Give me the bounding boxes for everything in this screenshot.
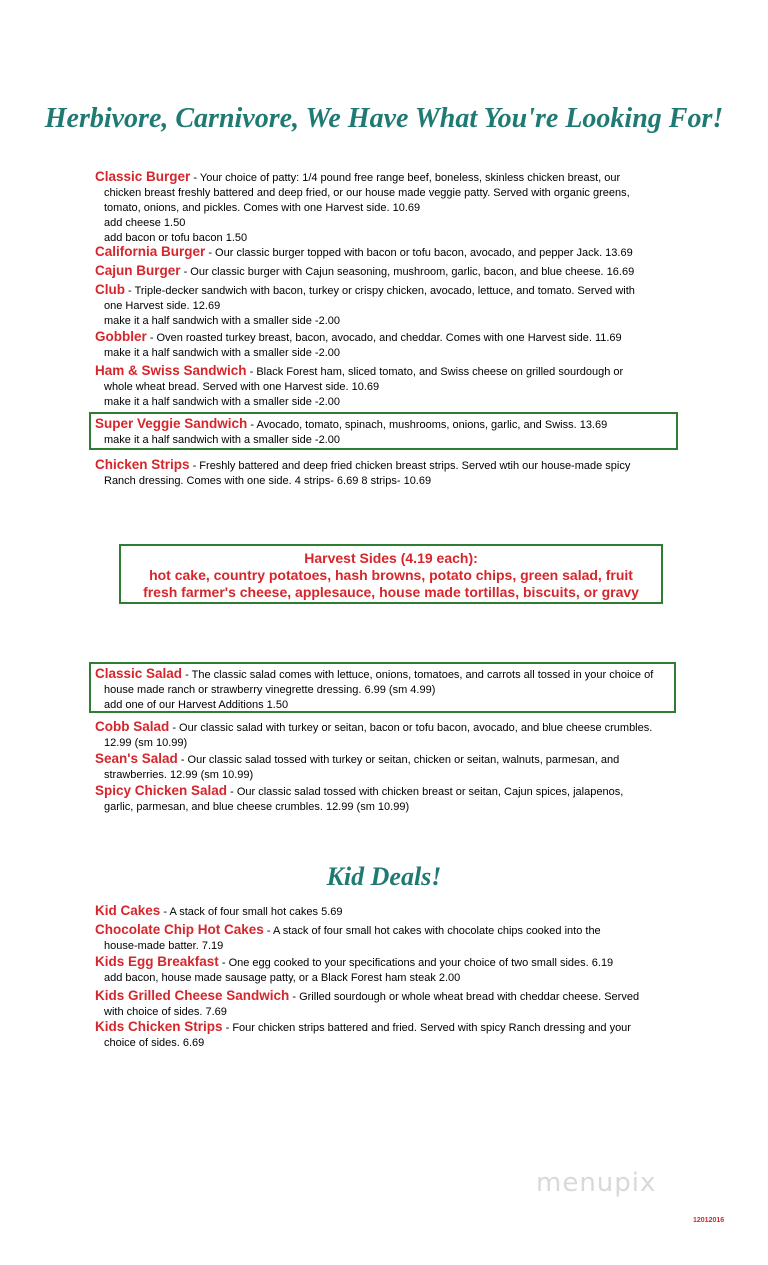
- item-name: Club: [95, 282, 125, 297]
- item-name: Chicken Strips: [95, 457, 190, 472]
- item-desc: - Oven roasted turkey breast, bacon, avocado, and cheddar. Comes with one Harvest side. 11.69: [146, 332, 622, 344]
- harvest-sides-line: fresh farmer's cheese, applesauce, house made tortillas, biscuits, or gravy: [143, 584, 639, 600]
- item-name: Kid Cakes: [95, 903, 161, 918]
- item-addon: add bacon or tofu bacon 1.50: [104, 232, 248, 244]
- item-name: Cobb Salad: [95, 719, 170, 734]
- item-desc: - The classic salad comes with lettuce, onions, tomatoes, and carrots all tossed in your choice of: [182, 669, 654, 681]
- item-desc: - Freshly battered and deep fried chicken breast strips. Served wtih our house-made spicy: [189, 460, 631, 472]
- menu-item: [95, 954, 685, 986]
- harvest-sides-line: hot cake, country potatoes, hash browns, potato chips, green salad, fruit: [149, 567, 633, 583]
- item-desc: - Avocado, tomato, spinach, mushrooms, onions, garlic, and Swiss. 13.69: [247, 419, 608, 431]
- menu-item: [95, 416, 685, 448]
- item-desc: - A stack of four small hot cakes with chocolate chips cooked into the: [263, 925, 601, 937]
- item-desc: - Four chicken strips battered and fried. Served with spicy Ranch dressing and your: [222, 1022, 631, 1034]
- item-desc: - Your choice of patty: 1/4 pound free range beef, boneless, skinless chicken breast, our: [190, 172, 621, 184]
- item-name: Kids Egg Breakfast: [95, 954, 219, 969]
- item-name: Gobbler: [95, 329, 147, 344]
- item-name: Cajun Burger: [95, 263, 181, 278]
- menu-item: [95, 329, 685, 361]
- menu-heading: Herbivore, Carnivore, We Have What You're Looking For!: [44, 103, 724, 134]
- item-name: Kids Chicken Strips: [95, 1019, 223, 1034]
- item-name: Kids Grilled Cheese Sandwich: [95, 988, 290, 1003]
- item-desc-cont: with choice of sides. 7.69: [104, 1006, 227, 1018]
- item-name: Super Veggie Sandwich: [95, 416, 248, 431]
- menu-item: [95, 903, 685, 920]
- menu-item: [95, 263, 685, 280]
- item-name: California Burger: [95, 244, 206, 259]
- item-addon: make it a half sandwich with a smaller side -2.00: [104, 315, 340, 327]
- item-desc-cont: chicken breast freshly battered and deep fried, or our house made veggie patty. Served with organic greens,: [104, 187, 630, 199]
- item-addon: add cheese 1.50: [104, 217, 186, 229]
- item-desc: - Grilled sourdough or whole wheat bread with cheddar cheese. Served: [289, 991, 640, 1003]
- item-desc: - One egg cooked to your specifications and your choice of two small sides. 6.19: [218, 957, 614, 969]
- menu-item: [95, 282, 685, 329]
- item-name: Spicy Chicken Salad: [95, 783, 228, 798]
- item-addon: make it a half sandwich with a smaller side -2.00: [104, 434, 340, 446]
- item-desc-cont: choice of sides. 6.69: [104, 1037, 205, 1049]
- item-desc: - A stack of four small hot cakes 5.69: [160, 906, 343, 918]
- item-desc-cont: house-made batter. 7.19: [104, 940, 224, 952]
- item-desc: - Triple-decker sandwich with bacon, turkey or crispy chicken, avocado, lettuce, and tomato. Served with: [125, 285, 635, 297]
- menu-item: [95, 719, 685, 751]
- item-desc-cont: whole wheat bread. Served with one Harvest side. 10.69: [104, 381, 380, 393]
- item-name: Classic Salad: [95, 666, 183, 681]
- menu-item: [95, 244, 685, 261]
- item-desc: - Our classic salad tossed with turkey or seitan, chicken or seitan, walnuts, parmesan, and: [177, 754, 620, 766]
- item-addon: make it a half sandwich with a smaller side -2.00: [104, 396, 340, 408]
- menu-item: [95, 457, 685, 489]
- item-desc-cont: tomato, onions, and pickles. Comes with one Harvest side. 10.69: [104, 202, 421, 214]
- item-desc-cont: one Harvest side. 12.69: [104, 300, 221, 312]
- document-code: 12012016: [693, 1217, 725, 1224]
- item-desc-cont: garlic, parmesan, and blue cheese crumbles. 12.99 (sm 10.99): [104, 801, 410, 813]
- harvest-sides-title: Harvest Sides (4.19 each):: [304, 550, 478, 566]
- menu-item: [95, 169, 685, 246]
- menu-item: [95, 751, 685, 783]
- item-desc: - Our classic salad with turkey or seitan, bacon or tofu bacon, avocado, and blue cheese crumbles.: [169, 722, 653, 734]
- item-desc: - Black Forest ham, sliced tomato, and Swiss cheese on grilled sourdough or: [246, 366, 624, 378]
- item-desc-cont: 12.99 (sm 10.99): [104, 737, 188, 749]
- item-desc: - Our classic burger topped with bacon or tofu bacon, avocado, and pepper Jack. 13.69: [205, 247, 633, 259]
- item-name: Sean's Salad: [95, 751, 178, 766]
- harvest-sides-box: [119, 544, 663, 604]
- item-addon: add one of our Harvest Additions 1.50: [104, 699, 289, 711]
- item-desc: - Our classic burger with Cajun seasoning, mushroom, garlic, bacon, and blue cheese. 16.69: [180, 266, 635, 278]
- item-desc-cont: house made ranch or strawberry vinegrette dressing. 6.99 (sm 4.99): [104, 684, 436, 696]
- item-desc-cont: strawberries. 12.99 (sm 10.99): [104, 769, 254, 781]
- menu-item: [95, 988, 685, 1020]
- menu-item: [95, 1019, 685, 1051]
- item-desc: - Our classic salad tossed with chicken breast or seitan, Cajun spices, jalapenos,: [227, 786, 624, 798]
- item-name: Ham & Swiss Sandwich: [95, 363, 247, 378]
- item-name: Chocolate Chip Hot Cakes: [95, 922, 264, 937]
- menu-item: [95, 363, 685, 410]
- watermark-logo: menupix: [536, 1168, 657, 1198]
- item-addon: make it a half sandwich with a smaller side -2.00: [104, 347, 340, 359]
- item-desc-cont: Ranch dressing. Comes with one side. 4 strips- 6.69 8 strips- 10.69: [104, 475, 432, 487]
- item-name: Classic Burger: [95, 169, 191, 184]
- kids-heading: Kid Deals!: [326, 862, 442, 891]
- menu-item: [95, 783, 685, 815]
- menu-item: [95, 922, 685, 954]
- menu-item: [95, 666, 685, 713]
- item-addon: add bacon, house made sausage patty, or a Black Forest ham steak 2.00: [104, 972, 461, 984]
